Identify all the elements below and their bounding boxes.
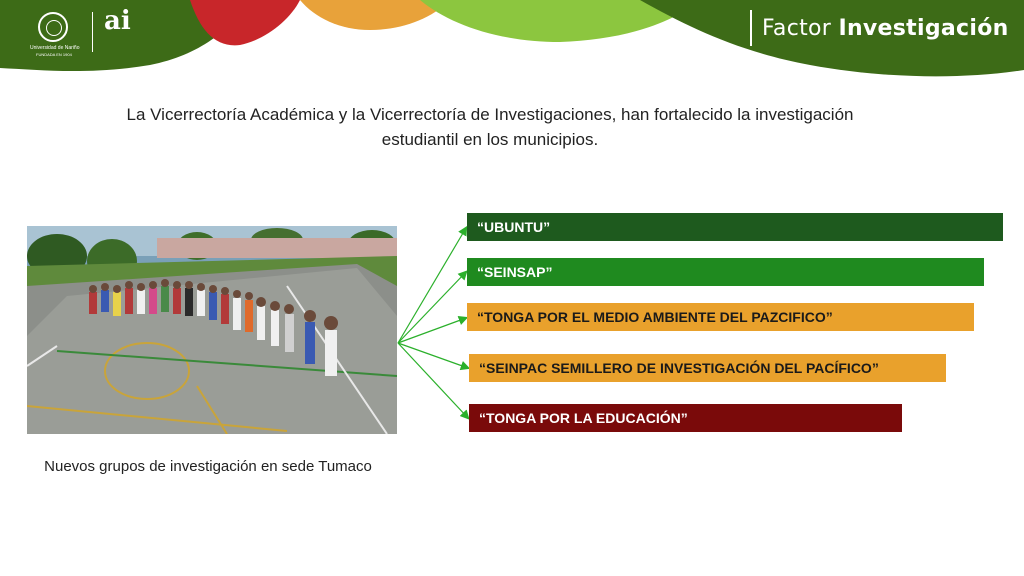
intro-text: La Vicerrectoría Académica y la Vicerrectoría de Investigaciones, han fortalecido la investigación estudiantil en los municipios. xyxy=(126,105,854,149)
arrow-to-ubuntu xyxy=(398,228,466,343)
photo-caption: Nuevos grupos de investigación en sede Tumaco xyxy=(44,458,372,475)
university-logo xyxy=(30,6,160,60)
university-founded: FUNDADA EN 1904 xyxy=(36,52,72,57)
group-bar-seinsap: “SEINSAP” xyxy=(467,258,984,286)
university-seal-icon xyxy=(38,12,68,42)
arrow-to-seinpac xyxy=(398,343,468,368)
group-photo xyxy=(27,226,397,434)
university-name: Universidad de Nariño xyxy=(30,45,80,51)
logo-divider xyxy=(92,12,93,52)
arrow-to-tonga-ambiente xyxy=(398,318,466,343)
ai-accreditation-logo: ai xyxy=(104,6,131,36)
header-title xyxy=(762,16,1009,41)
arrow-to-seinsap xyxy=(398,272,466,343)
header-title-bold: Investigación xyxy=(838,16,1009,41)
header-divider xyxy=(750,10,752,46)
group-bar-ubuntu: “UBUNTU” xyxy=(467,213,1003,241)
group-bar-tonga-ambiente: “TONGA POR EL MEDIO AMBIENTE DEL PAZCIFICO” xyxy=(467,303,974,331)
header-title-light: Factor xyxy=(762,16,832,41)
arrow-to-tonga-educacion xyxy=(398,343,468,418)
group-bar-seinpac: “SEINPAC SEMILLERO DE INVESTIGACIÓN DEL PACÍFICO” xyxy=(469,354,946,382)
group-bar-tonga-educacion: “TONGA POR LA EDUCACIÓN” xyxy=(469,404,902,432)
